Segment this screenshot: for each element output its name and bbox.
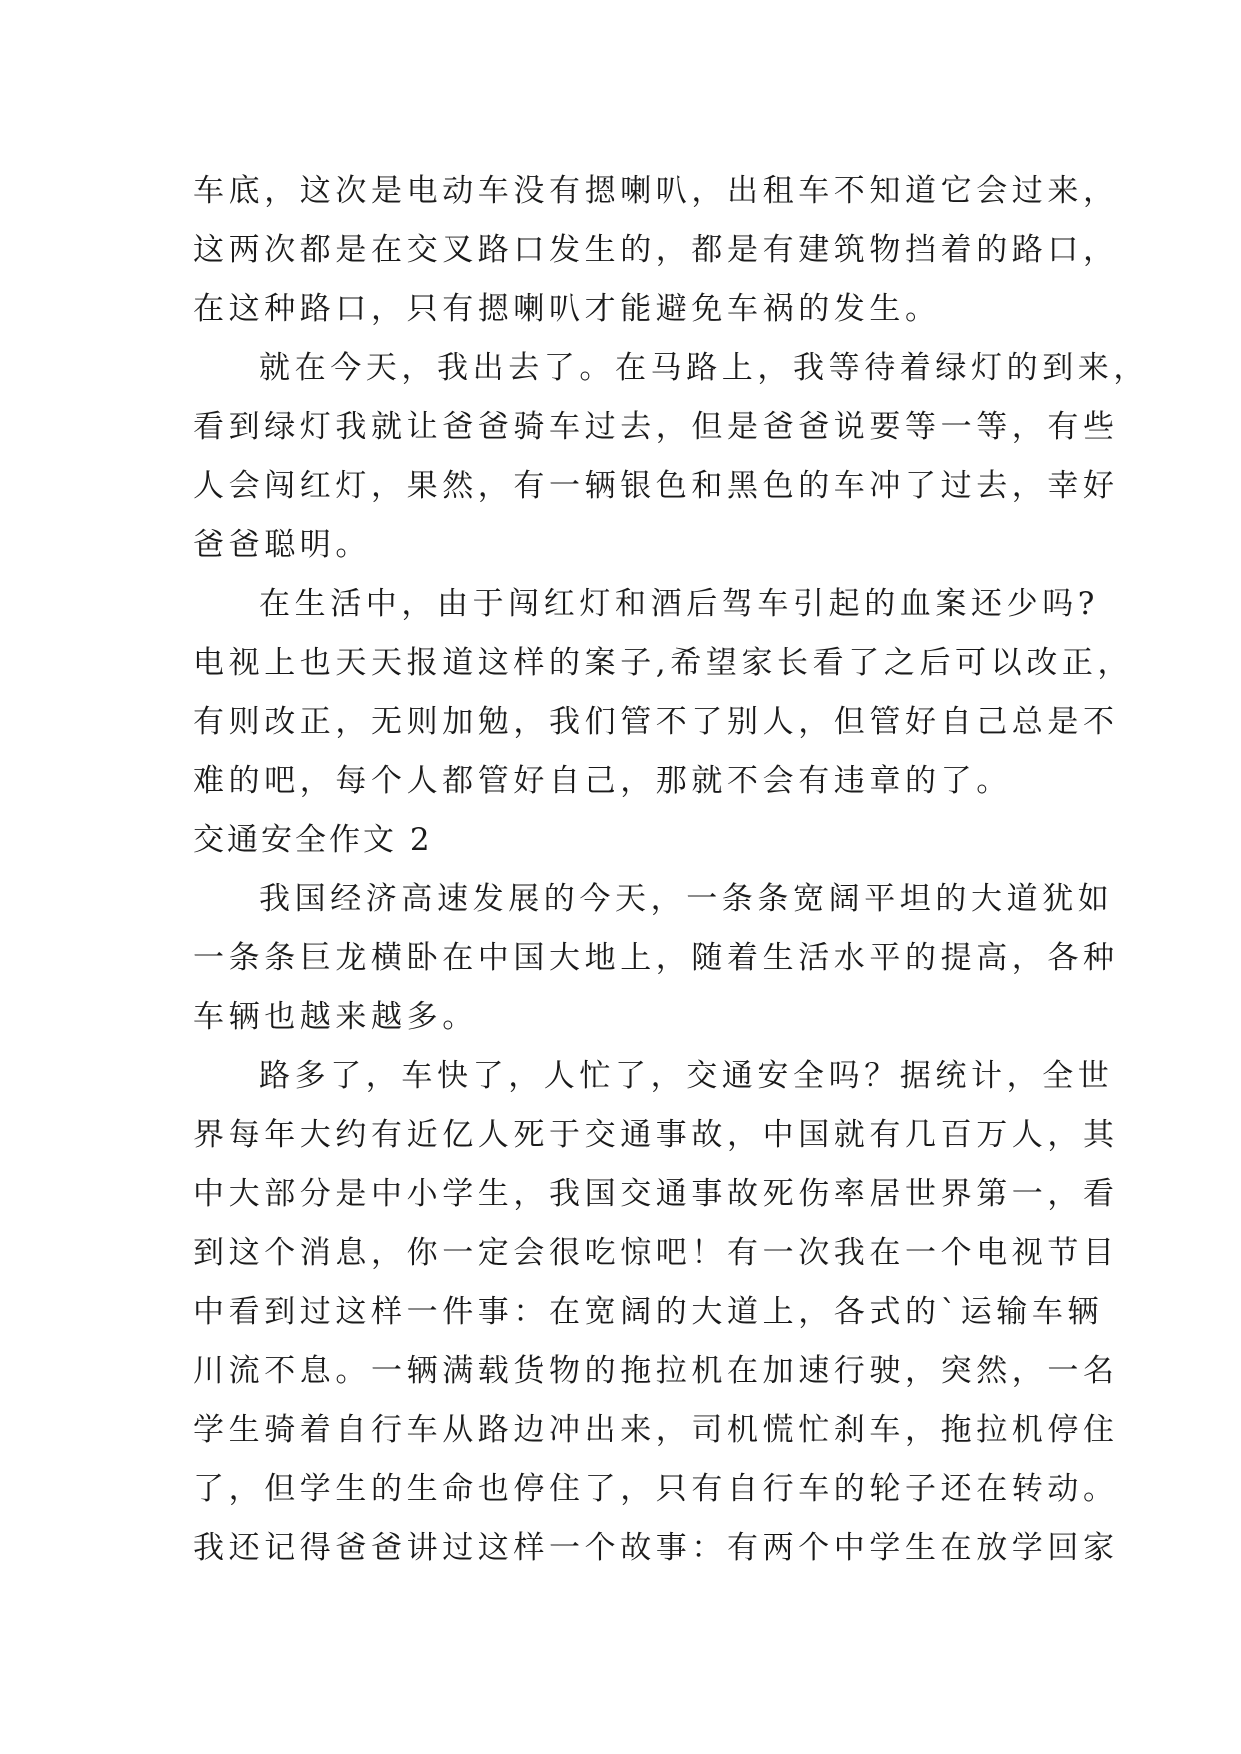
text-line: 电视上也天天报道这样的案子,希望家长看了之后可以改正， [193,645,1134,681]
text-line: 车底，这次是电动车没有摁喇叭，出租车不知道它会过来， [193,173,1119,209]
text-line: 这两次都是在交叉路口发生的，都是有建筑物挡着的路口， [193,232,1119,268]
text-line: 难的吧，每个人都管好自己，那就不会有违章的了。 [193,763,1012,799]
text-line: 一条条巨龙横卧在中国大地上，随着生活水平的提高，各种 [193,940,1119,976]
paragraph-start-line: 在生活中，由于闯红灯和酒后驾车引起的血案还少吗? [259,586,1100,622]
paragraph-start-line: 我国经济高速发展的今天，一条条宽阔平坦的大道犹如 [259,881,1114,917]
text-line: 车辆也越来越多。 [193,999,478,1035]
paragraph-start-line: 就在今天，我出去了。在马路上，我等待着绿灯的到来， [259,350,1149,386]
text-line: 看到绿灯我就让爸爸骑车过去，但是爸爸说要等一等，有些 [193,409,1119,445]
text-line: 界每年大约有近亿人死于交通事故，中国就有几百万人，其 [193,1117,1119,1153]
text-line: 中看到过这样一件事：在宽阔的大道上，各式的`运输车辆 [193,1294,1104,1330]
paragraph-start-line: 路多了，车快了，人忙了，交通安全吗？据统计，全世 [259,1058,1114,1094]
text-line: 我还记得爸爸讲过这样一个故事：有两个中学生在放学回家 [193,1530,1119,1566]
text-line: 了，但学生的生命也停住了，只有自行车的轮子还在转动。 [193,1471,1119,1507]
text-line: 有则改正，无则加勉，我们管不了别人，但管好自己总是不 [193,704,1119,740]
text-line: 学生骑着自行车从路边冲出来，司机慌忙刹车，拖拉机停住 [193,1412,1119,1448]
text-line: 中大部分是中小学生，我国交通事故死伤率居世界第一，看 [193,1176,1119,1212]
text-line: 爸爸聪明。 [193,527,371,563]
text-line: 在这种路口，只有摁喇叭才能避免车祸的发生。 [193,291,941,327]
text-line: 人会闯红灯，果然，有一辆银色和黑色的车冲了过去，幸好 [193,468,1119,504]
text-line: 到这个消息，你一定会很吃惊吧！有一次我在一个电视节目 [193,1235,1119,1271]
text-line: 川流不息。一辆满载货物的拖拉机在加速行驶，突然，一名 [193,1353,1119,1389]
document-body [193,162,1149,1578]
section-title: 交通安全作文 2 [193,822,433,858]
